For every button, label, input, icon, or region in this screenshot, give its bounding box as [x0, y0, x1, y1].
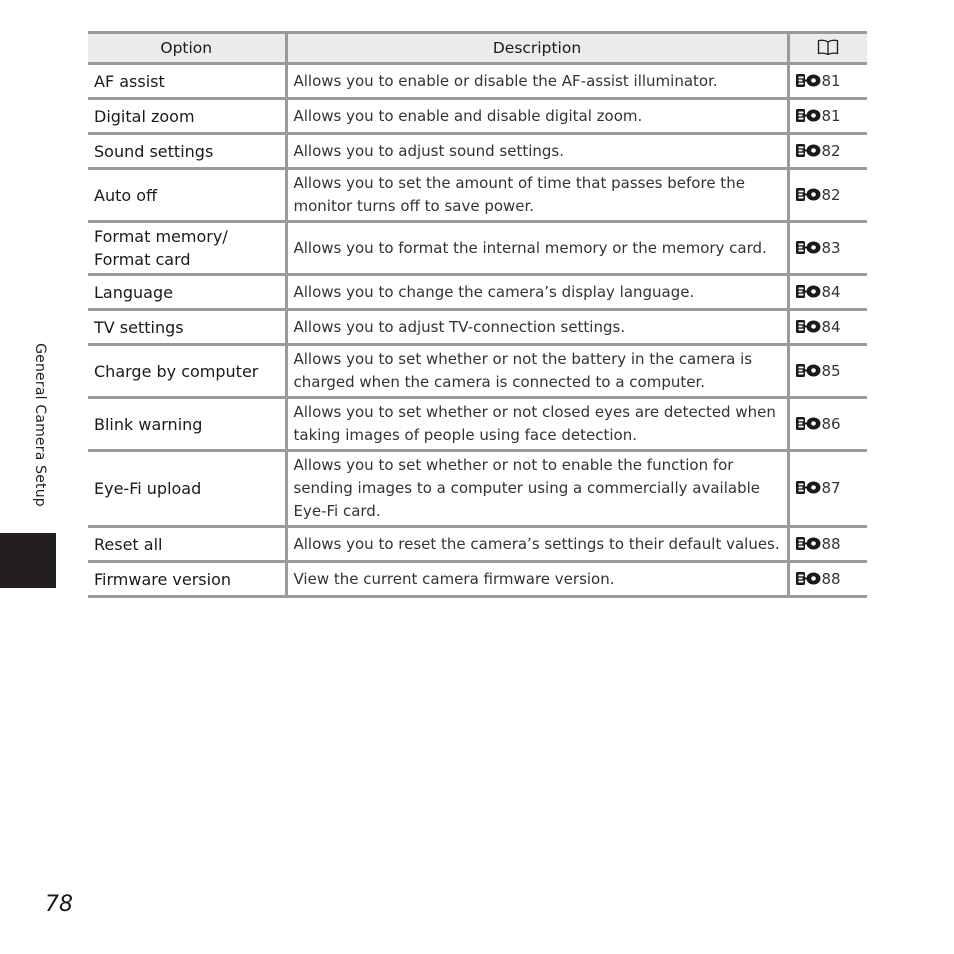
option-cell: Language [88, 275, 286, 310]
reference-cell [788, 275, 867, 310]
description-cell: Allows you to enable or disable the AF-assist illuminator. [286, 64, 788, 99]
description-cell: Allows you to set whether or not the battery in the camera is charged when the camera is connected to a computer. [286, 345, 788, 398]
reference-section-icon [796, 537, 822, 550]
table-row [88, 99, 867, 134]
reference-cell [788, 345, 867, 398]
description-cell: Allows you to format the internal memory or the memory card. [286, 222, 788, 275]
table-row [88, 222, 867, 275]
reference-cell [788, 222, 867, 275]
reference-section-icon [796, 188, 822, 201]
reference-section-icon [796, 364, 822, 377]
reference-section-icon [796, 572, 822, 585]
header-option: Option [88, 33, 286, 64]
description-cell: Allows you to adjust TV-connection settings. [286, 310, 788, 345]
option-cell: Format memory/ Format card [88, 222, 286, 275]
description-cell: Allows you to set whether or not closed eyes are detected when taking images of people using face detection. [286, 398, 788, 451]
table-row [88, 562, 867, 597]
reference-cell [788, 451, 867, 527]
description-cell: Allows you to change the camera’s display language. [286, 275, 788, 310]
reference-section-icon [796, 241, 822, 254]
table-header-row [88, 33, 867, 64]
section-tab [0, 533, 56, 588]
table-row [88, 275, 867, 310]
option-cell: Auto off [88, 169, 286, 222]
description-cell: Allows you to enable and disable digital zoom. [286, 99, 788, 134]
section-label: General Camera Setup [32, 343, 48, 507]
reference-cell [788, 99, 867, 134]
reference-section-icon [796, 481, 822, 494]
reference-cell [788, 562, 867, 597]
page-ref: 88 [821, 569, 841, 588]
reference-section-icon [796, 320, 822, 333]
description-cell: Allows you to set whether or not to enable the function for sending images to a computer using a commercially available Eye-Fi card. [286, 451, 788, 527]
option-cell: TV settings [88, 310, 286, 345]
page-ref: 83 [821, 238, 841, 257]
reference-section-icon [796, 144, 822, 157]
table-row [88, 345, 867, 398]
option-cell: Digital zoom [88, 99, 286, 134]
reference-section-icon [796, 109, 822, 122]
page-ref: 84 [821, 282, 841, 301]
page-ref: 88 [821, 534, 841, 553]
page-ref: 81 [821, 106, 841, 125]
option-cell: Firmware version [88, 562, 286, 597]
option-cell: Charge by computer [88, 345, 286, 398]
option-cell: Sound settings [88, 134, 286, 169]
reference-section-icon [796, 417, 822, 430]
header-reference [788, 33, 867, 64]
option-cell: Reset all [88, 527, 286, 562]
page-ref: 82 [821, 185, 841, 204]
reference-cell [788, 169, 867, 222]
reference-cell [788, 134, 867, 169]
reference-cell [788, 527, 867, 562]
option-cell: Blink warning [88, 398, 286, 451]
table-row [88, 451, 867, 527]
option-cell: AF assist [88, 64, 286, 99]
page-ref: 81 [821, 71, 841, 90]
reference-section-icon [796, 285, 822, 298]
reference-section-icon [796, 74, 822, 87]
page-ref: 84 [821, 317, 841, 336]
option-cell: Eye-Fi upload [88, 451, 286, 527]
table-row [88, 527, 867, 562]
page-ref: 85 [821, 361, 841, 380]
table-row [88, 169, 867, 222]
table-row [88, 398, 867, 451]
reference-cell [788, 310, 867, 345]
reference-cell [788, 398, 867, 451]
table-row [88, 310, 867, 345]
page-number: 78 [45, 892, 73, 917]
description-cell: Allows you to adjust sound settings. [286, 134, 788, 169]
header-description: Description [286, 33, 788, 64]
description-cell: Allows you to reset the camera’s settings to their default values. [286, 527, 788, 562]
table-row [88, 64, 867, 99]
page-ref: 86 [821, 414, 841, 433]
page-ref: 87 [821, 479, 841, 497]
page-ref: 82 [821, 141, 841, 160]
description-cell: View the current camera firmware version. [286, 562, 788, 597]
table-row [88, 134, 867, 169]
description-cell: Allows you to set the amount of time that passes before the monitor turns off to save power. [286, 169, 788, 222]
book-icon [817, 39, 839, 55]
settings-table [88, 31, 867, 598]
reference-cell [788, 64, 867, 99]
